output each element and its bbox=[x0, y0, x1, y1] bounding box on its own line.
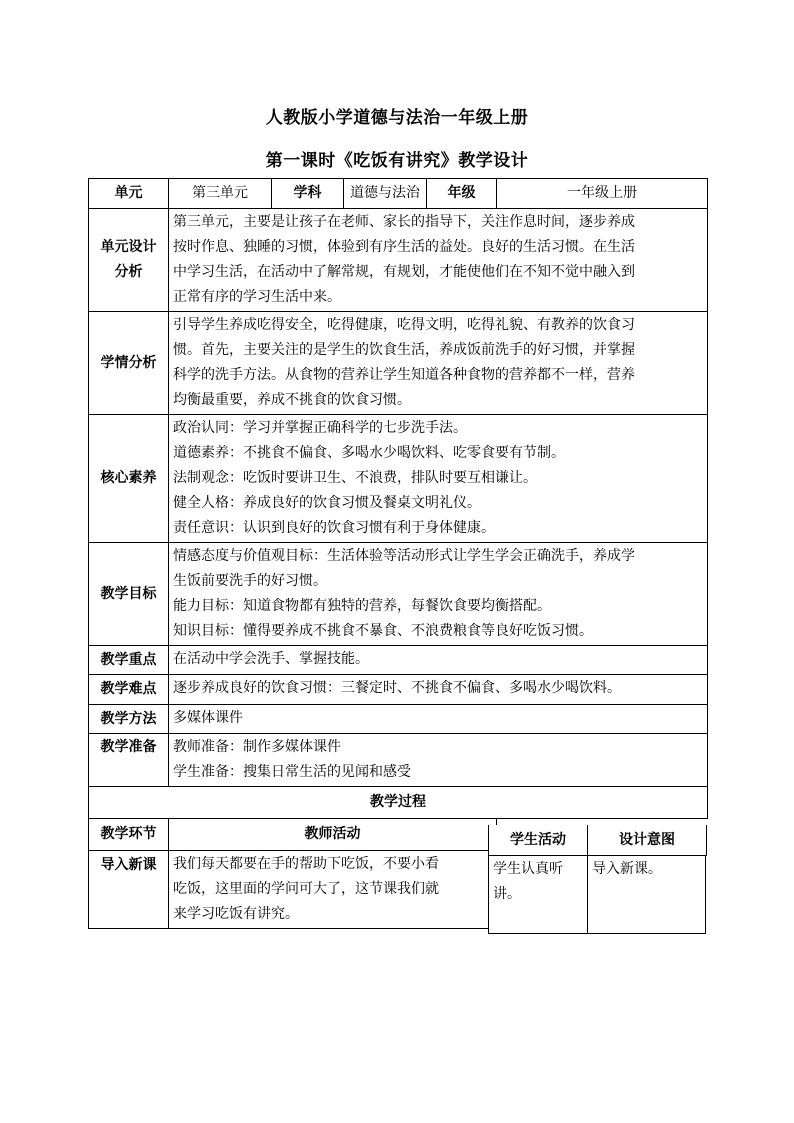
document-title: 人教版小学道德与法治一年级上册 bbox=[265, 108, 529, 128]
info-row bbox=[89, 179, 708, 209]
text-line: 道德素养：不挑食不偏食、多喝水少喝饮料、吃零食要有节制。 bbox=[173, 445, 565, 461]
subject-value: 道德与法治 bbox=[344, 179, 427, 209]
unit-analysis-label bbox=[89, 209, 169, 312]
core-literacy-row bbox=[89, 415, 708, 543]
core-literacy-label: 核心素养 bbox=[89, 415, 169, 543]
label-line: 单元设计 bbox=[100, 239, 157, 255]
text-line: 学生准备：搜集日常生活的见闻和感受 bbox=[173, 764, 411, 780]
text-line: 讲。 bbox=[493, 886, 521, 902]
key-points-label: 教学重点 bbox=[89, 646, 169, 675]
difficulties-text: 逐步养成良好的饮食习惯：三餐定时、不挑食不偏食、多喝水少喝饮料。 bbox=[169, 675, 708, 705]
key-points-text: 在活动中学会洗手、掌握技能。 bbox=[169, 646, 708, 675]
grade-label: 年级 bbox=[427, 179, 497, 209]
teaching-goals-row bbox=[89, 543, 708, 646]
teaching-goals-label: 教学目标 bbox=[89, 543, 169, 646]
core-literacy-text bbox=[169, 415, 708, 543]
lesson-subtitle: 第一课时《吃饭有讲究》教学设计 bbox=[265, 151, 529, 171]
text-line: 来学习吃饭有讲究。 bbox=[173, 906, 299, 922]
text-line: 正常有序的学习生活中来。 bbox=[173, 289, 341, 305]
text-line: 中学习生活，在活动中了解常规，有规划，才能使他们在不知不觉中融入到 bbox=[173, 264, 635, 280]
text-line: 健全人格：养成良好的饮食习惯及餐桌文明礼仪。 bbox=[173, 495, 481, 511]
preparation-row bbox=[89, 734, 708, 787]
process-title-row bbox=[89, 787, 708, 819]
design-intent: 导入新课。 bbox=[587, 856, 706, 934]
text-line: 情感态度与价值观目标：生活体验等活动形式让学生学会正确洗手，养成学 bbox=[173, 548, 635, 564]
text-line: 引导学生养成吃得安全，吃得健康，吃得文明，吃得礼貌、有教养的饮食习 bbox=[173, 317, 635, 333]
text-line: 我们每天都要在手的帮助下吃饭，不要小看 bbox=[173, 856, 439, 872]
text-line: 科学的洗手方法。从食物的营养让学生知道各种食物的营养都不一样，营养 bbox=[173, 367, 635, 383]
learner-analysis-label: 学情分析 bbox=[89, 312, 169, 415]
unit-analysis-row bbox=[89, 209, 708, 312]
process-stage: 导入新课 bbox=[89, 851, 169, 929]
difficulties-row bbox=[89, 675, 708, 705]
difficulties-label: 教学难点 bbox=[89, 675, 169, 705]
methods-text: 多媒体课件 bbox=[169, 705, 708, 734]
teacher-activity bbox=[169, 851, 497, 929]
header-stage: 教学环节 bbox=[89, 819, 169, 851]
student-activity bbox=[488, 856, 587, 934]
text-line: 学生认真听 bbox=[493, 861, 563, 877]
text-line: 责任意识：认识到良好的饮食习惯有利于身体健康。 bbox=[173, 520, 495, 536]
unit-analysis-text bbox=[169, 209, 708, 312]
methods-row bbox=[89, 705, 708, 734]
text-line: 惯。首先，主要关注的是学生的饮食生活，养成饭前洗手的好习惯，并掌握 bbox=[173, 342, 635, 358]
text-line: 教师准备：制作多媒体课件 bbox=[173, 739, 341, 755]
text-line: 均衡最重要，养成不挑食的饮食习惯。 bbox=[173, 392, 411, 408]
grade-value: 一年级上册 bbox=[497, 179, 708, 209]
key-points-row bbox=[89, 646, 708, 675]
text-line: 吃饭，这里面的学问可大了，这节课我们就 bbox=[173, 881, 439, 897]
lesson-plan-table bbox=[88, 178, 708, 929]
text-line: 法制观念：吃饭时要讲卫生、不浪费，排队时要互相谦让。 bbox=[173, 470, 537, 486]
process-right-columns bbox=[488, 825, 706, 933]
unit-value: 第三单元 bbox=[169, 179, 272, 209]
text-line: 能力目标：知道食物都有独特的营养，每餐饮食要均衡搭配。 bbox=[173, 598, 551, 614]
text-line: 知识目标：懂得要养成不挑食不暴食、不浪费粮食等良好吃饭习惯。 bbox=[173, 623, 593, 639]
process-title: 教学过程 bbox=[89, 787, 708, 819]
text-line: 生饭前要洗手的好习惯。 bbox=[173, 573, 327, 589]
preparation-label: 教学准备 bbox=[89, 734, 169, 787]
methods-label: 教学方法 bbox=[89, 705, 169, 734]
unit-label: 单元 bbox=[89, 179, 169, 209]
subject-label: 学科 bbox=[272, 179, 344, 209]
header-teacher-activity: 教师活动 bbox=[169, 819, 497, 851]
text-line: 政治认同：学习并掌握正确科学的七步洗手法。 bbox=[173, 420, 467, 436]
label-line: 分析 bbox=[114, 264, 143, 280]
learner-analysis-row bbox=[89, 312, 708, 415]
header-student-activity: 学生活动 bbox=[488, 825, 587, 856]
preparation-text bbox=[169, 734, 708, 787]
header-design-intent: 设计意图 bbox=[587, 825, 707, 856]
text-line: 第三单元，主要是让孩子在老师、家长的指导下，关注作息时间，逐步养成 bbox=[173, 214, 635, 230]
teaching-goals-text bbox=[169, 543, 708, 646]
learner-analysis-text bbox=[169, 312, 708, 415]
text-line: 按时作息、独睡的习惯，体验到有序生活的益处。良好的生活习惯。在生活 bbox=[173, 239, 635, 255]
